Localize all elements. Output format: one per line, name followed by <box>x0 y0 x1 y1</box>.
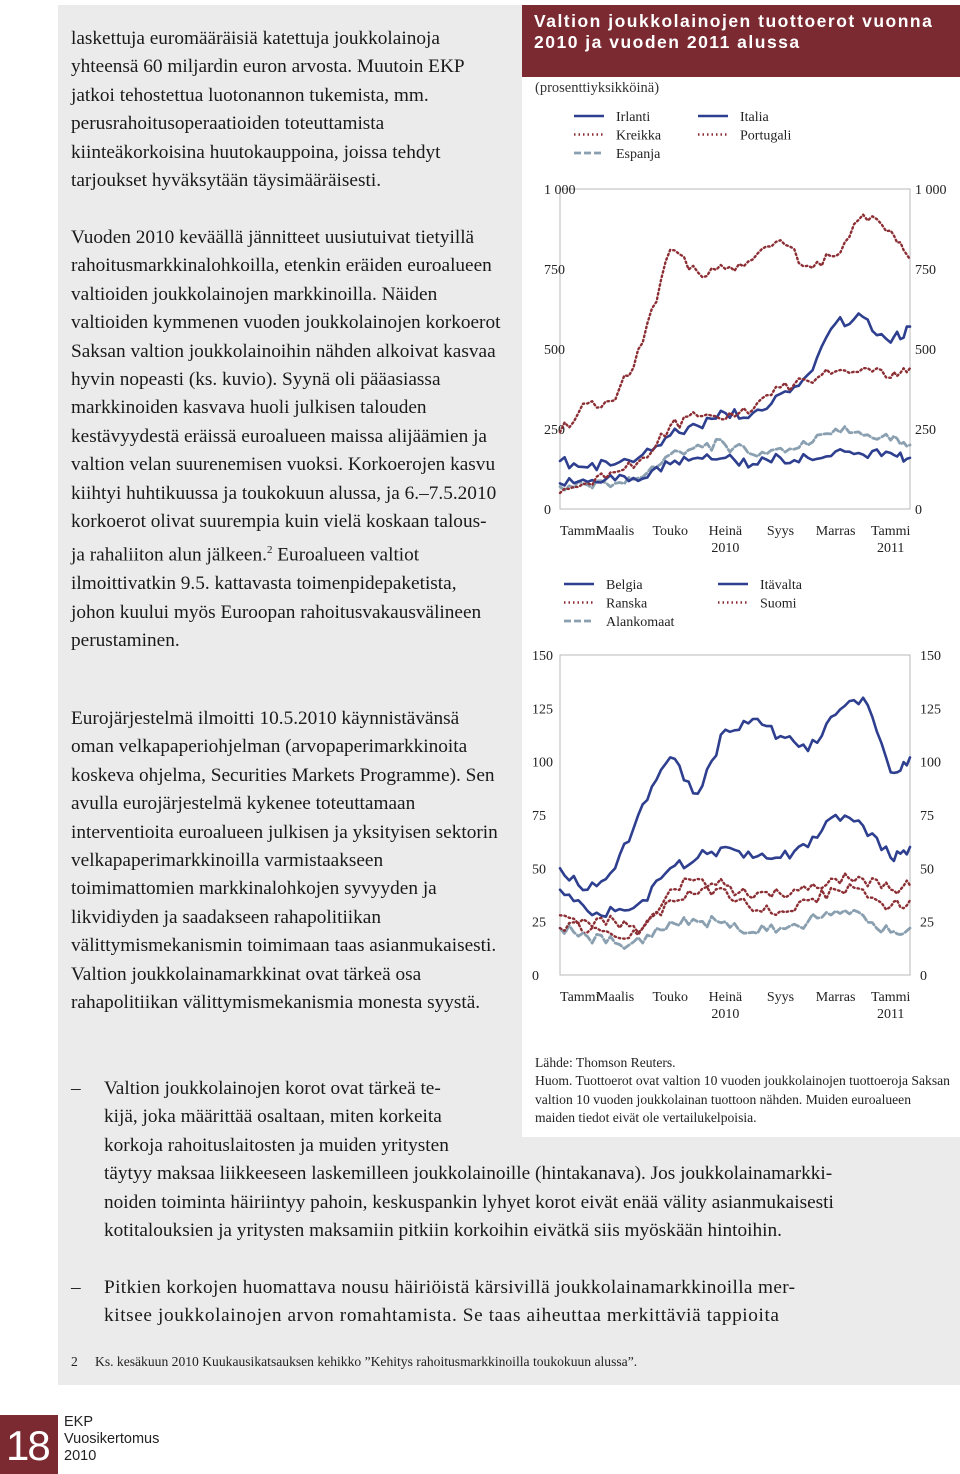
x-tick-label: Maalis <box>596 524 635 539</box>
bullet-line: kitsee joukkolainojen arvon romahtamista. Se taas aiheuttaa merkittäviä tappioita <box>104 1305 780 1327</box>
y-tick-label-right: 250 <box>915 423 936 438</box>
series-line-belgia <box>560 698 910 890</box>
x-year-label: 2010 <box>711 541 740 556</box>
brand-line: 2010 <box>64 1448 97 1464</box>
chart-title-bar <box>522 5 960 77</box>
footnote-number: 2 <box>71 1354 78 1369</box>
paragraph-smp: Eurojärjestelmä ilmoitti 10.5.2010 käynnistävänsä oman velkapaperiohjelman (arvopaperimarkkinoita koskeva ohjelma, Securities Markets Programme). Sen avulla eurojärjestelmä kykenee toteuttamaan interventioita euroalueen julkisen ja yksityisen sektorin velkapaperimarkkinoilla varmistaakseen toimimattomien markkinalohkojen syvyyden ja likvidiyden ja saadakseen rahapolitiikan välittymismekanismin toimimaan taas asianmukaisesti. Valtion joukkolainamarkkinat ovat tärkeä osa rahapolitiikan välittymismekanismia monesta syystä. <box>71 708 498 1014</box>
bullet-dash: – <box>71 1078 81 1099</box>
y-tick-label-left: 75 <box>532 809 546 824</box>
legend-label: Ranska <box>606 596 648 612</box>
y-tick-label-right: 0 <box>920 969 927 984</box>
x-year-label: 2011 <box>876 1007 905 1022</box>
publication-brand <box>64 1414 159 1465</box>
legend-label: Kreikka <box>616 128 662 144</box>
y-tick-label-left: 100 <box>532 755 553 771</box>
legend-label: Italia <box>740 110 769 125</box>
x-tick-label: Maalis <box>596 990 635 1005</box>
x-tick-label: Marras <box>815 990 856 1005</box>
y-tick-label-left: 1 000 <box>544 183 576 198</box>
legend-label: Belgia <box>606 578 643 593</box>
footnote-text: Ks. kesäkuun 2010 Kuukausikatsauksen kehikko ”Kehitys rahoitusmarkkinoilla toukokuun alussa”. <box>95 1354 638 1369</box>
bullet-line: Valtion joukkolainojen korot ovat tärkeä te- <box>104 1078 441 1099</box>
bullet-line: kijä, joka määrittää osaltaan, miten korkeita <box>104 1106 442 1128</box>
series-line-ranska <box>560 873 910 938</box>
y-tick-label-right: 750 <box>915 263 936 278</box>
y-tick-label-left: 0 <box>544 503 551 518</box>
x-tick-label: Syys <box>766 524 795 539</box>
x-year-label: 2011 <box>876 541 905 556</box>
page-number-box <box>0 1415 58 1474</box>
x-tick-label: Tammi <box>560 990 600 1005</box>
legend-label: Portugali <box>740 128 792 144</box>
x-tick-label: Marras <box>815 524 856 539</box>
x-tick-label: Syys <box>766 990 795 1005</box>
x-tick-label: Tammi <box>870 990 911 1005</box>
chart-title <box>534 11 954 53</box>
y-tick-label-left: 150 <box>532 649 553 664</box>
legend-label: Espanja <box>616 147 661 162</box>
chart-source <box>535 1054 953 1127</box>
y-tick-label-right: 25 <box>920 915 934 931</box>
y-tick-label-right: 500 <box>915 343 936 358</box>
x-tick-label: Heinä <box>708 524 743 539</box>
brand-line: EKP <box>64 1414 94 1430</box>
brand-line: Vuosikertomus <box>64 1431 160 1447</box>
legend-label: Alankomaat <box>606 615 675 630</box>
y-tick-label-left: 250 <box>544 423 565 438</box>
y-tick-label-right: 75 <box>920 809 934 824</box>
bullet-line: kotitalouksien ja yritysten maksamiin pitkiin korkoihin eivätkä siis myöskään hintoihin. <box>104 1220 782 1241</box>
paragraph-spreads-tail: Euroalueen valtiot ilmoittivatkin 9.5. kattavasta toimenpidepaketista, johon kuului myös Euroopan rahoitusvakausvälineen perustaminen. <box>71 544 482 652</box>
series-line-italia <box>560 449 910 485</box>
y-tick-label-right: 50 <box>920 862 934 878</box>
x-tick-label: Tammi <box>560 524 600 539</box>
chart-title-line: Valtion joukkolainojen tuottoerot vuonna <box>534 11 934 31</box>
series-line-kreikka <box>560 215 910 433</box>
page-number: 18 <box>6 1422 49 1469</box>
y-tick-label-right: 0 <box>915 503 922 518</box>
bullet-dash: – <box>71 1277 81 1298</box>
y-tick-label-left: 0 <box>532 969 539 984</box>
y-tick-label-left: 25 <box>532 915 546 931</box>
legend-label: Suomi <box>760 596 797 612</box>
y-tick-label-left: 50 <box>532 862 546 878</box>
chart-unit: (prosenttiyksikköinä) <box>535 80 660 96</box>
y-tick-label-right: 125 <box>920 702 941 718</box>
x-tick-label: Touko <box>652 524 689 539</box>
paragraph-intro: laskettuja euromääräisiä katettuja joukkolainoja yhteensä 60 miljardin euron arvosta. Muutoin EKP jatkoi tehostettua luotonannon tukemista, mm. perusrahoitusoperaatioiden toteuttamista kiinteäkorkoisina huutokauppoina, joissa tehdyt tarjoukset hyväksytään täysimääräisesti. <box>71 28 464 192</box>
y-tick-label-right: 100 <box>920 755 941 771</box>
paragraph-spreads-text: Vuoden 2010 keväällä jännitteet uusiutuivat tietyillä rahoitusmarkkinalohkoilla, etenkin eräiden euroalueen valtioiden joukkolainojen markkinoilla. Näiden valtioiden kymmenen vuoden joukkolainojen korkoerot Saksan valtion joukkolainoihin nähden alkoivat kasvaa hyvin nopeasti (ks. kuvio). Syynä oli pääasiassa markkinoiden kasvava huoli julkisen talouden kestävyydestä eräissä euroalueen maissa alijäämien ja valtion velan suurenemisen vuoksi. Korkoerojen kasvu kiihtyi huhtikuussa ja toukokuun alussa, ja 6.–7.5.2010 korkoerot olivat suurempia kuin vielä koskaan talous- ja rahaliiton alun jälkeen. <box>71 227 501 566</box>
bullet-line: täytyy maksaa liikkeeseen laskemilleen joukkolainoille (hintakanava). Jos joukkolainamarkki- <box>104 1163 833 1185</box>
y-tick-label-right: 150 <box>920 649 941 664</box>
footnote-ref: 2 <box>266 544 273 557</box>
chart-title-line: 2010 ja vuoden 2011 alussa <box>534 32 801 52</box>
legend-label: Irlanti <box>616 110 651 125</box>
paragraph-spreads <box>71 224 501 656</box>
bullet-line: korkoja rahoituslaitosten ja muiden yritysten <box>104 1134 449 1156</box>
x-tick-label: Touko <box>652 990 689 1005</box>
y-tick-label-left: 750 <box>544 263 565 278</box>
y-tick-label-left: 500 <box>544 343 565 358</box>
x-tick-label: Heinä <box>708 990 743 1005</box>
charts-svg <box>522 77 960 1047</box>
y-tick-label-right: 1 000 <box>915 183 947 198</box>
x-tick-label: Tammi <box>870 524 911 539</box>
legend-label: Itävalta <box>760 578 802 593</box>
y-tick-label-left: 125 <box>532 702 553 718</box>
series-line-alankomaat <box>560 910 910 948</box>
bullet-line: noiden toiminta häiriintyy pahoin, keskuspankin lyhyet korot eivät enää välity asianmukaisesti <box>104 1191 834 1213</box>
source-line: Lähde: Thomson Reuters. <box>535 1055 676 1070</box>
bullet-line: Pitkien korkojen huomattava nousu häiriöistä kärsivillä joukkolainamarkkinoilla mer- <box>104 1277 796 1298</box>
series-line-portugali <box>560 368 910 493</box>
note-line: Huom. Tuottoerot ovat valtion 10 vuoden joukkolainojen tuottoeroja Saksan valtion 10 vuoden joukkolainan tuottoon nähden. Muiden euroalueen maiden tiedot eivät ole vertailukelpoisia. <box>535 1073 950 1125</box>
series-line-espanja <box>560 427 910 491</box>
x-year-label: 2010 <box>711 1007 740 1022</box>
